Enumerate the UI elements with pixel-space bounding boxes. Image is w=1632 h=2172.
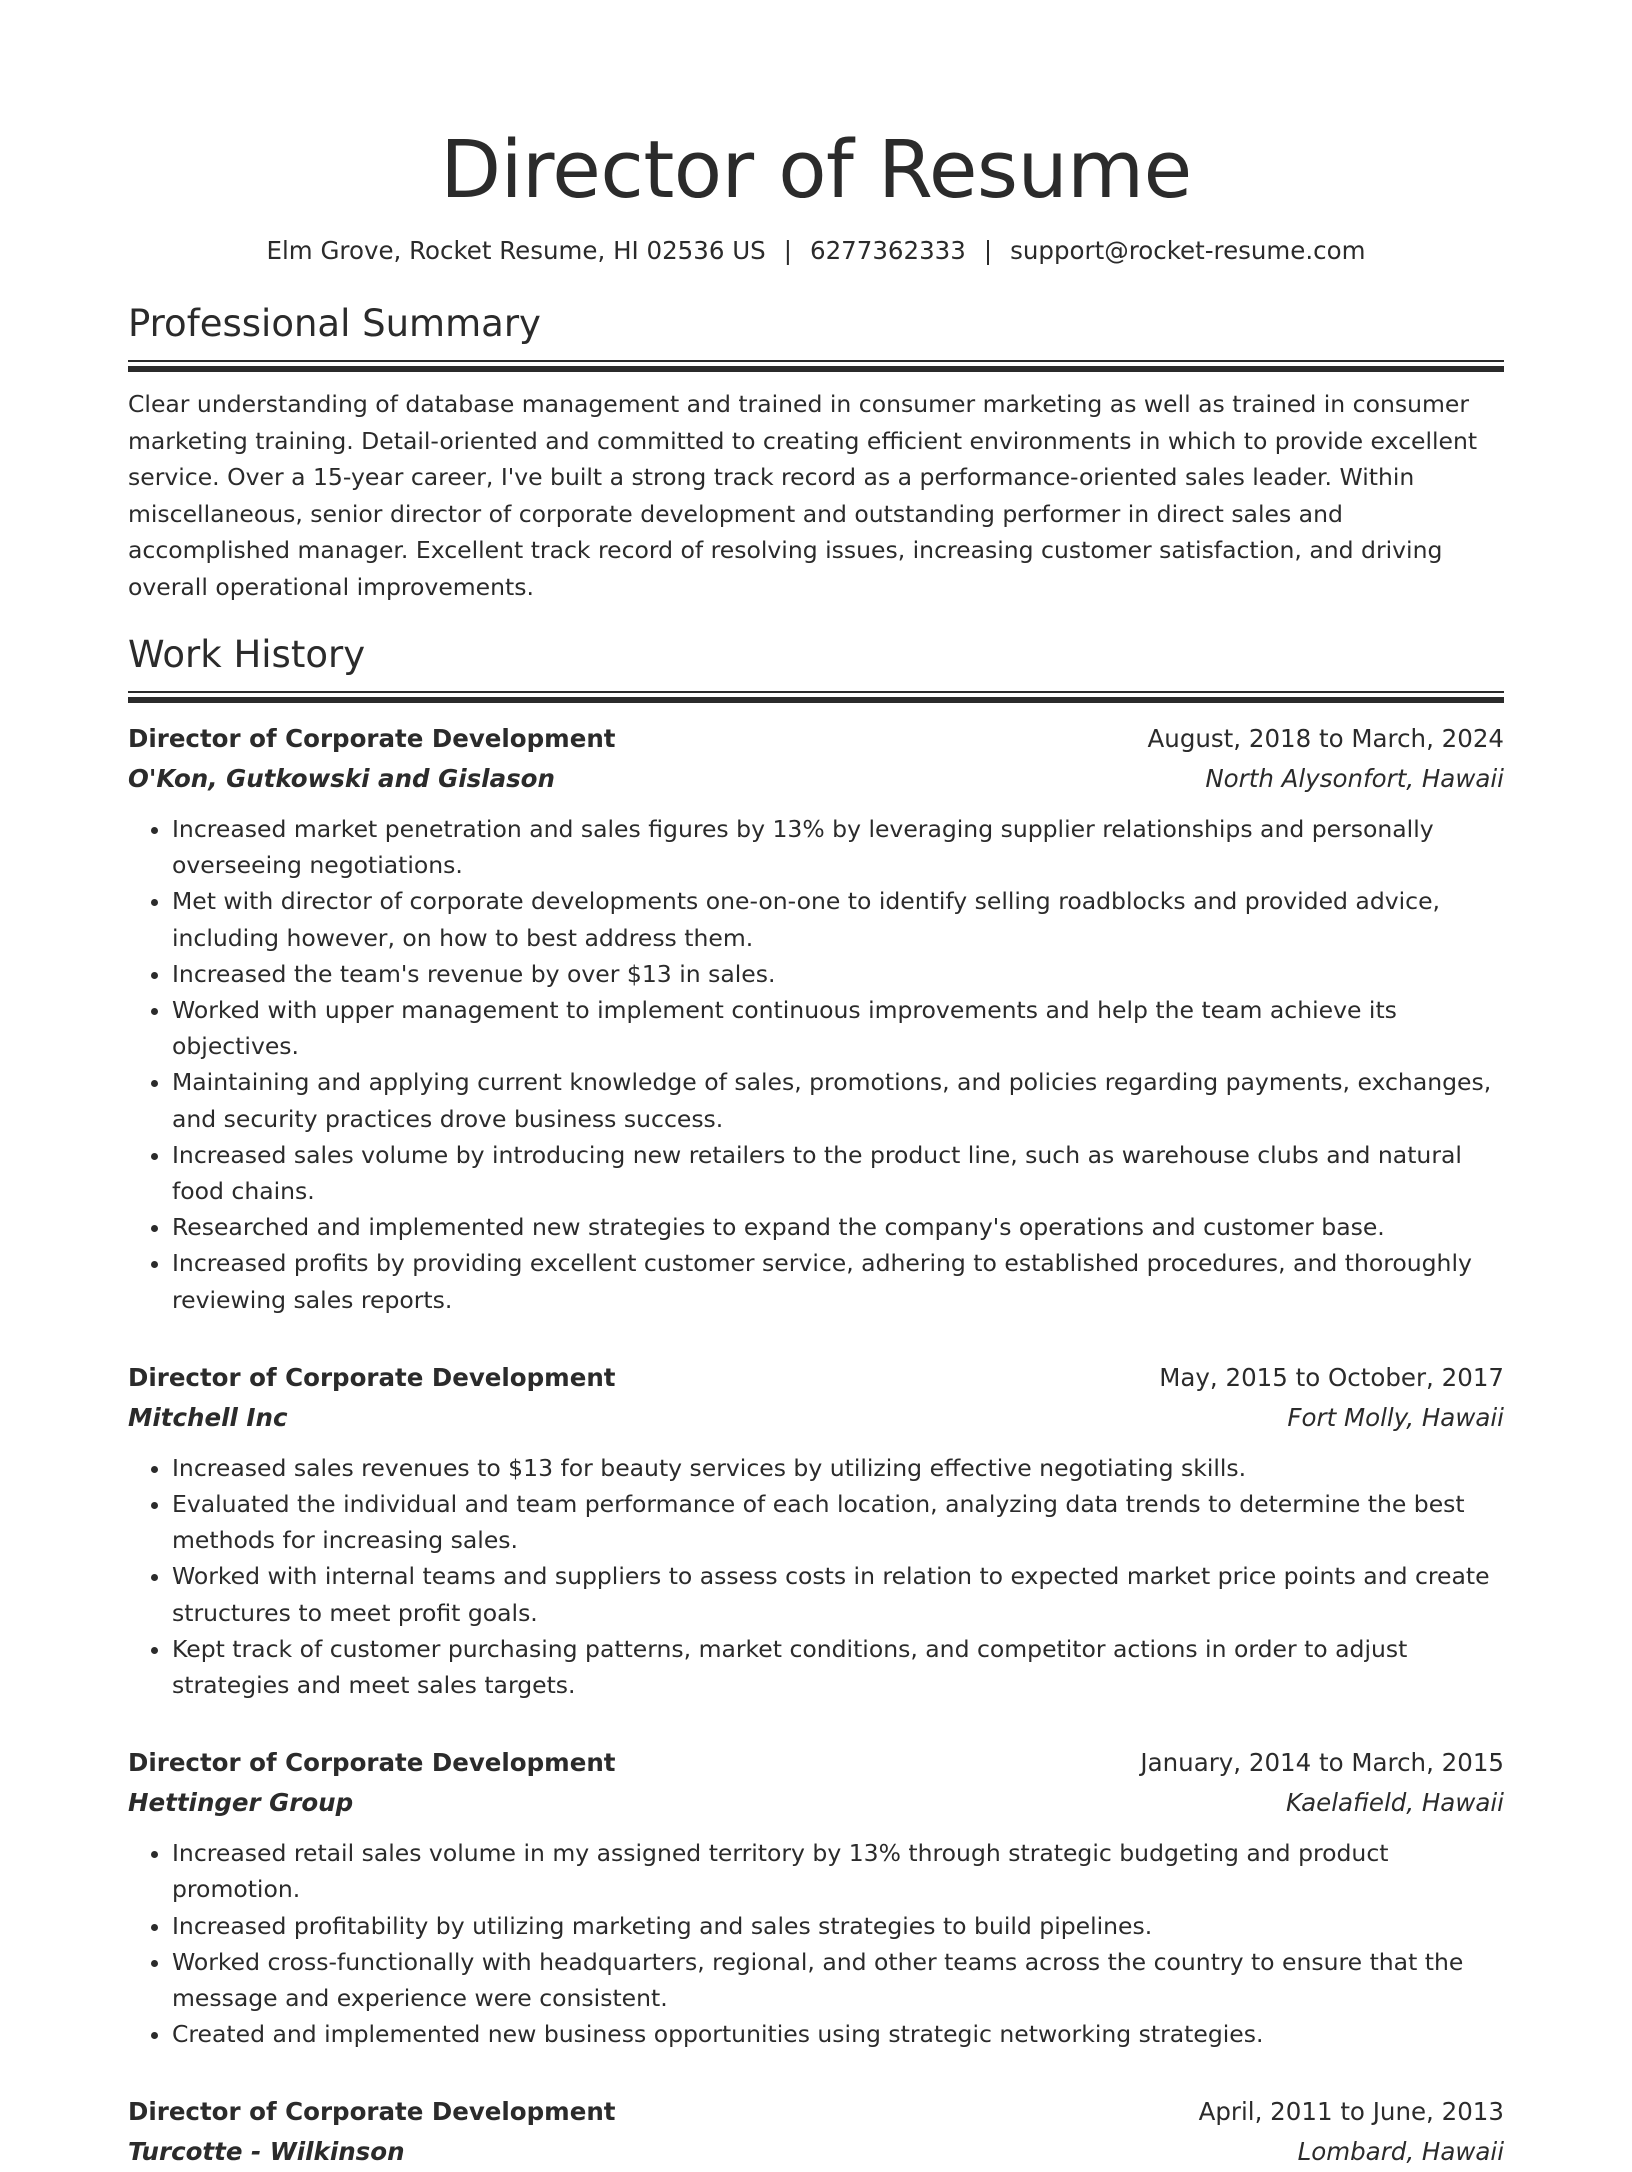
section-title-work: Work History	[128, 633, 366, 676]
job-company-row	[128, 1398, 1504, 1438]
job-company: Turcotte - Wilkinson	[128, 2137, 405, 2167]
resume-name: Director of Resume	[440, 124, 1192, 216]
resume-page	[128, 120, 1504, 2172]
job-entry	[128, 1358, 1504, 1703]
job-location: Lombard, Hawaii	[1297, 2137, 1504, 2167]
job-bullet: • Increased sales revenues to $13 for beauty services by utilizing effective negotiating skills.	[172, 1450, 1504, 1486]
job-bullet: • Created and implemented new business opportunities using strategic networking strategies.	[172, 2016, 1504, 2052]
job-bullet: • Maintaining and applying current knowledge of sales, promotions, and policies regarding payments, exchanges, and security practices drove business success.	[172, 1064, 1504, 1136]
professional-summary-section	[128, 300, 1504, 605]
job-company-row	[128, 1783, 1504, 1823]
job-location: Kaelafield, Hawaii	[1285, 1788, 1504, 1818]
job-header-row	[128, 1743, 1504, 1783]
job-dates: January, 2014 to March, 2015	[1140, 1748, 1504, 1778]
job-dates: April, 2011 to June, 2013	[1198, 2097, 1504, 2127]
job-title: Director of Corporate Development	[128, 2097, 616, 2127]
job-bullet: • Evaluated the individual and team performance of each location, analyzing data trends to determine the best methods for increasing sales.	[172, 1486, 1504, 1558]
job-bullet: • Kept track of customer purchasing patterns, market conditions, and competitor actions in order to adjust strategies and meet sales targets.	[172, 1631, 1504, 1703]
contact-separator: |	[983, 236, 993, 265]
job-bullet: • Met with director of corporate developments one-on-one to identify selling roadblocks and provided advice, including however, on how to best address them.	[172, 883, 1504, 955]
job-dates: May, 2015 to October, 2017	[1159, 1362, 1504, 1392]
job-title: Director of Corporate Development	[128, 1748, 616, 1778]
contact-line	[128, 234, 1504, 268]
section-divider	[128, 360, 1504, 372]
job-bullet: • Researched and implemented new strategies to expand the company's operations and customer base.	[172, 1209, 1504, 1245]
contact-separator: |	[783, 236, 792, 265]
job-bullet-list	[128, 1450, 1504, 1703]
section-divider	[128, 691, 1504, 703]
job-company: Mitchell Inc	[128, 1402, 288, 1432]
job-company-row	[128, 2132, 1504, 2172]
job-bullet: • Increased market penetration and sales figures by 13% by leveraging supplier relationships and personally overseeing negotiations.	[172, 811, 1504, 883]
job-bullet-list	[128, 1835, 1504, 2052]
job-company-row	[128, 759, 1504, 799]
section-title-summary: Professional Summary	[128, 302, 541, 345]
work-history-section	[128, 631, 1504, 2172]
job-title: Director of Corporate Development	[128, 1362, 616, 1392]
job-title: Director of Corporate Development	[128, 724, 616, 753]
contact-address: Elm Grove, Rocket Resume, HI 02536 US	[266, 236, 766, 265]
job-location: Fort Molly, Hawaii	[1287, 1402, 1504, 1432]
job-list	[128, 719, 1504, 2172]
job-company: Hettinger Group	[128, 1788, 354, 1818]
job-bullet-list	[128, 811, 1504, 1318]
job-bullet: • Worked with internal teams and suppliers to assess costs in relation to expected market price points and create structures to meet profit goals.	[172, 1558, 1504, 1630]
job-header-row	[128, 2092, 1504, 2132]
job-bullet: • Increased the team's revenue by over $13 in sales.	[172, 956, 1504, 992]
job-bullet: • Worked cross-functionally with headquarters, regional, and other teams across the country to ensure that the message and experience were consistent.	[172, 1944, 1504, 2016]
job-entry	[128, 719, 1504, 1318]
contact-phone: 6277362333	[809, 236, 966, 265]
job-bullet: • Increased profits by providing excellent customer service, adhering to established procedures, and thoroughly reviewing sales reports.	[172, 1245, 1504, 1317]
job-bullet: • Worked with upper management to implement continuous improvements and help the team achieve its objectives.	[172, 992, 1504, 1064]
summary-text: Clear understanding of database management and trained in consumer marketing as well as trained in consumer marketing training. Detail-oriented and committed to creating efficient environments in which to provide excellent service. Over a 15-year career, I've built a strong track record as a performance-oriented sales leader. Within miscellaneous, senior director of corporate development and outstanding performer in direct sales and accomplished manager. Excellent track record of resolving issues, increasing customer satisfaction, and driving overall operational improvements.	[128, 390, 1478, 601]
job-company: O'Kon, Gutkowski and Gislason	[128, 764, 555, 793]
job-header-row	[128, 719, 1504, 759]
job-header-row	[128, 1358, 1504, 1398]
job-entry	[128, 2092, 1504, 2172]
job-entry	[128, 1743, 1504, 2052]
job-bullet: • Increased retail sales volume in my assigned territory by 13% through strategic budgeting and product promotion.	[172, 1835, 1504, 1907]
job-bullet: • Increased sales volume by introducing new retailers to the product line, such as warehouse clubs and natural food chains.	[172, 1137, 1504, 1209]
job-location: North Alysonfort, Hawaii	[1205, 764, 1504, 793]
job-bullet: • Increased profitability by utilizing marketing and sales strategies to build pipelines.	[172, 1908, 1504, 1944]
job-dates: August, 2018 to March, 2024	[1147, 724, 1504, 753]
contact-email: support@rocket-resume.com	[1010, 236, 1366, 265]
